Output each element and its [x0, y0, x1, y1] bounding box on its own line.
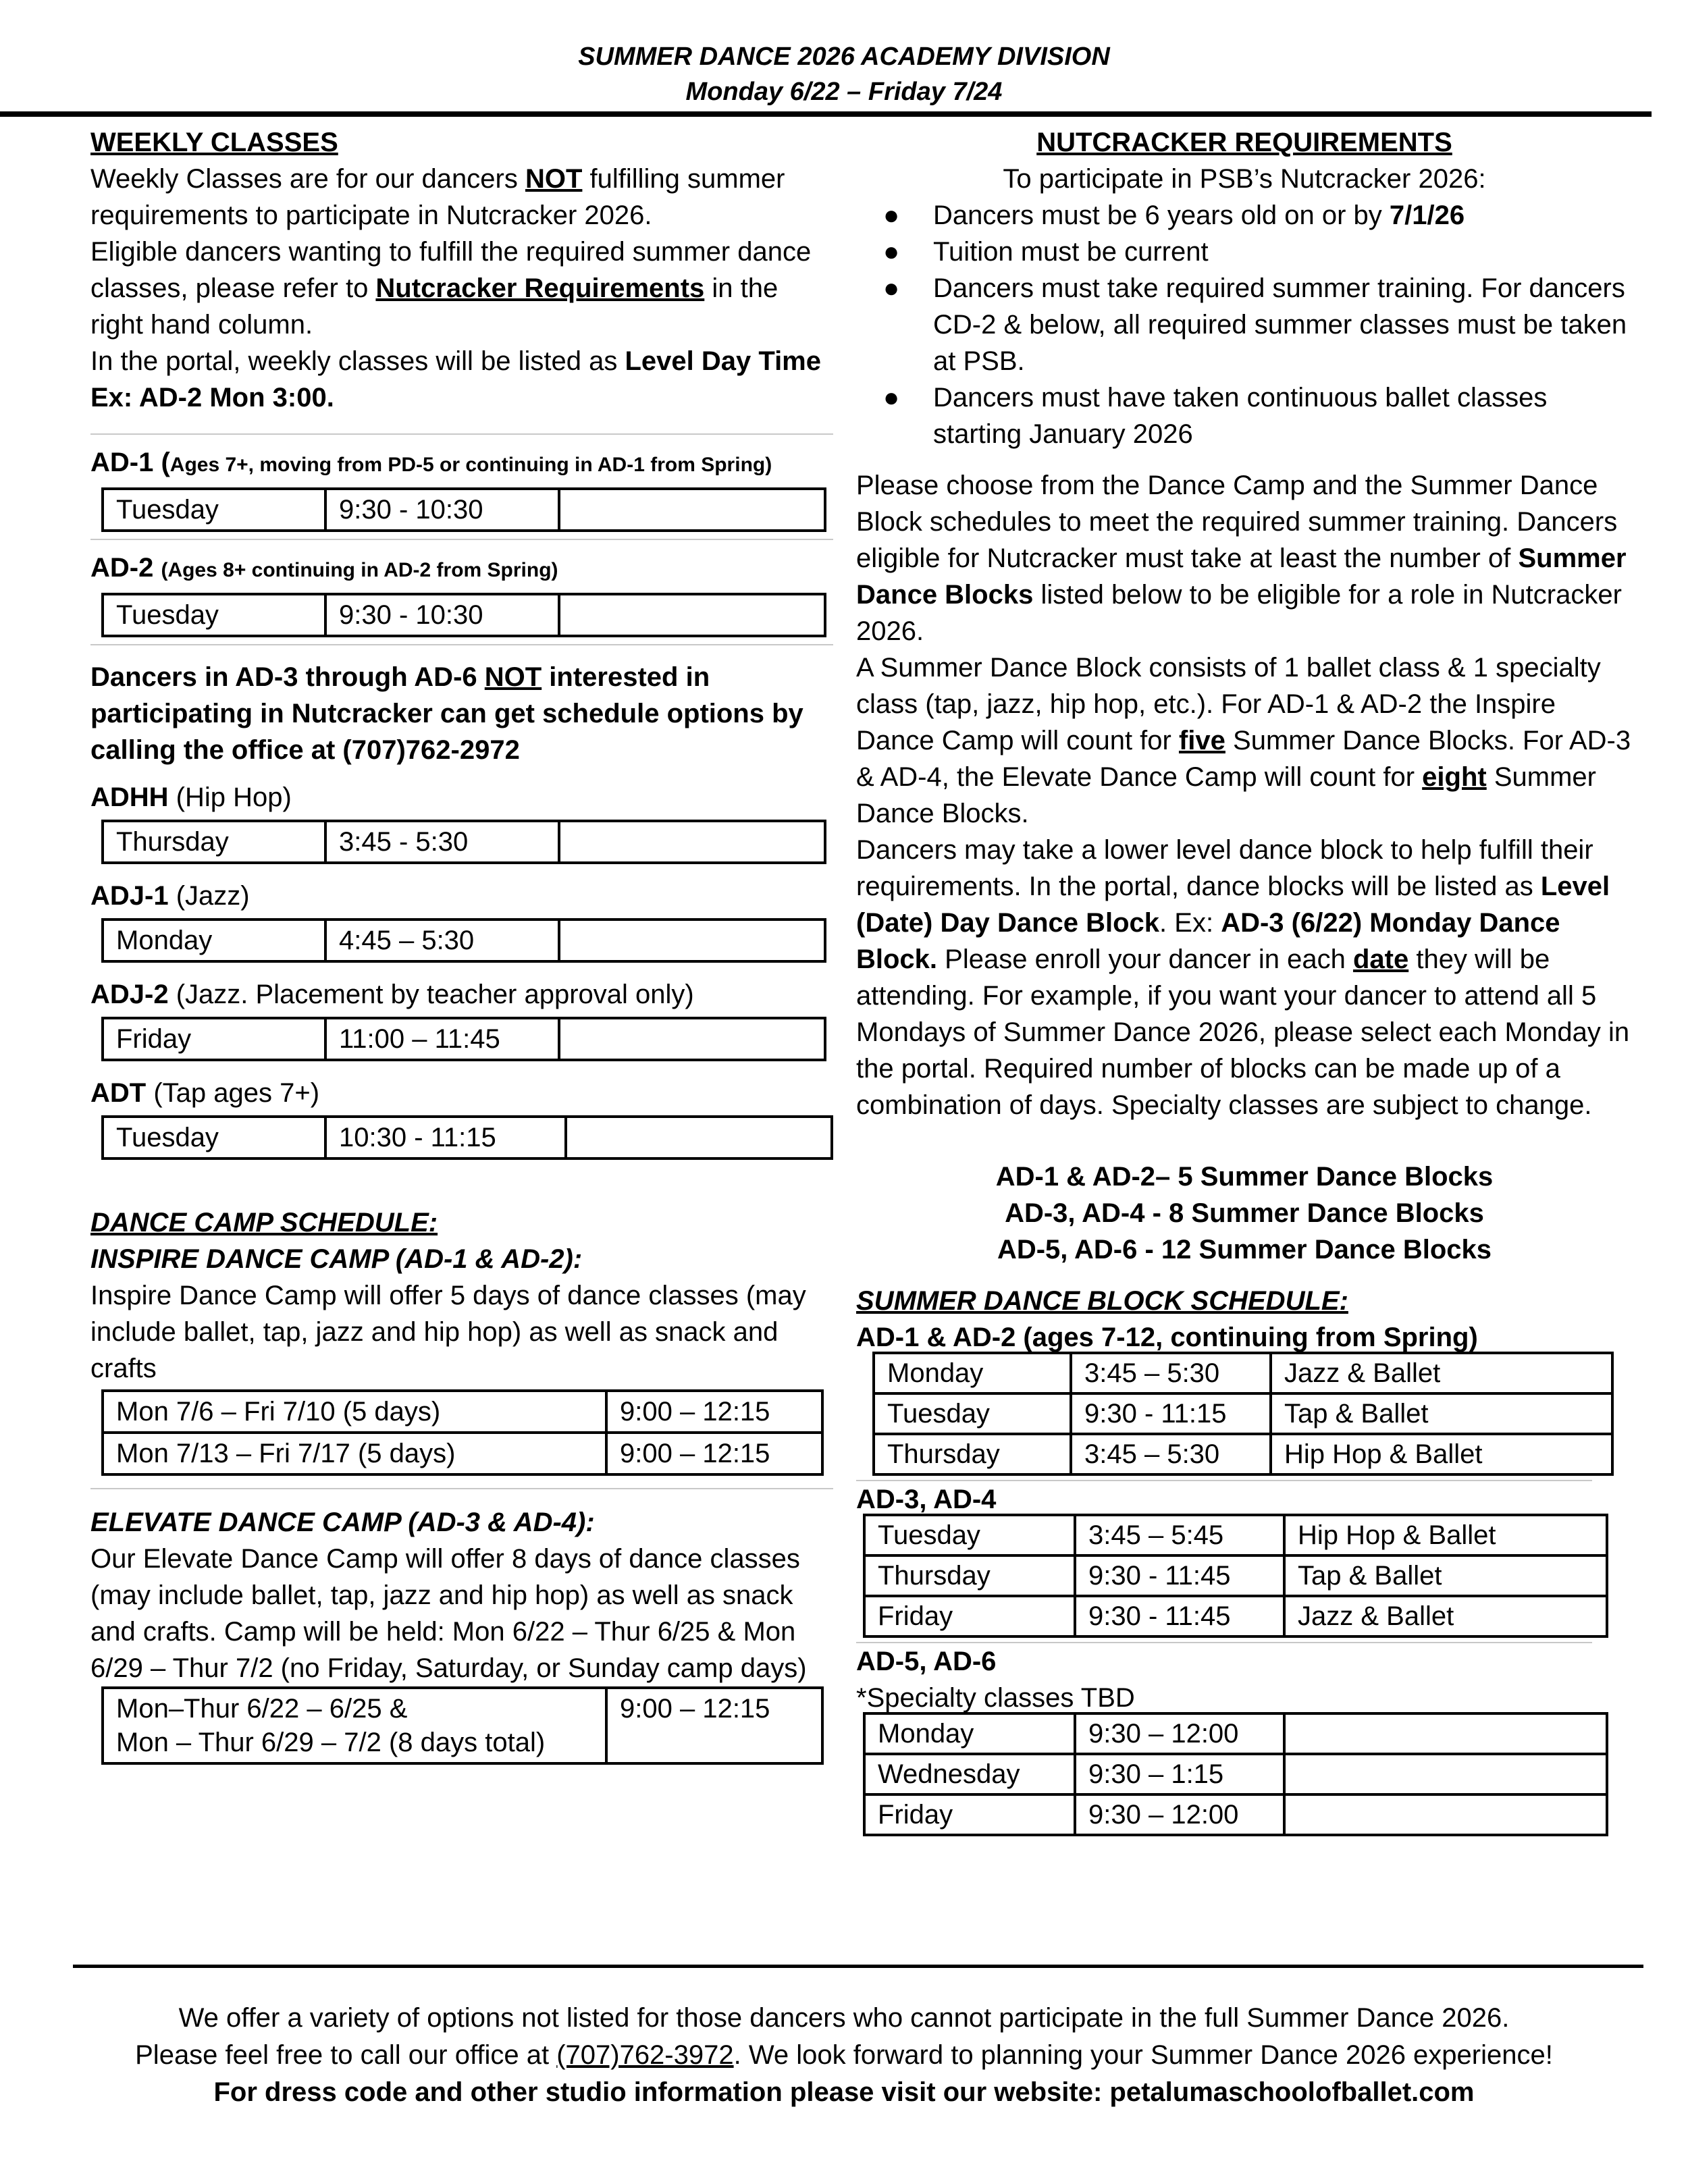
eight-term: eight — [1422, 762, 1487, 792]
class-cell: Tap & Ballet — [1284, 1555, 1607, 1596]
day-cell: Friday — [864, 1596, 1075, 1636]
block-table-ad1-ad2 — [872, 1352, 1614, 1476]
lower-level-text: Dancers may take a lower level dance block to help fulfill their requirements. In the portal, dance blocks will be listed as — [856, 835, 1593, 901]
class-cell: Tap & Ballet — [1271, 1393, 1612, 1434]
table-row — [864, 1596, 1607, 1636]
day-cell: Tuesday — [103, 1117, 325, 1158]
empty-cell — [566, 1117, 832, 1158]
camp-dates-cell — [103, 1688, 606, 1763]
time-cell: 9:30 - 10:30 — [325, 489, 559, 531]
left-column — [90, 124, 833, 1765]
table-row — [103, 1018, 825, 1060]
camp-dates-cell: Mon 7/13 – Fri 7/17 (5 days) — [103, 1433, 606, 1474]
table-row — [103, 920, 825, 961]
time-cell: 9:30 – 12:00 — [1075, 1794, 1284, 1835]
footer-call-text: Please feel free to call our office at — [135, 2040, 557, 2070]
empty-cell — [559, 1018, 825, 1060]
ad1-label — [90, 444, 833, 483]
level-format-term: Level (Date) Day Dance Block — [856, 872, 1610, 938]
adj2-level: ADJ-2 — [90, 980, 169, 1009]
weekly-portal-paragraph — [90, 343, 833, 416]
block-schedule-heading: SUMMER DANCE BLOCK SCHEDULE: — [856, 1286, 1348, 1316]
adt-label — [90, 1075, 833, 1111]
empty-cell — [559, 489, 825, 531]
ad1-level: AD-1 ( — [90, 448, 170, 477]
req-age-text: Dancers must be 6 years old on or by — [933, 201, 1390, 230]
right-column — [856, 124, 1633, 1836]
weekly-p3-example: Level Day Time Ex: AD-2 Mon 3:00. — [90, 346, 821, 412]
camp-dates-cell: Mon 7/6 – Fri 7/10 (5 days) — [103, 1391, 606, 1433]
list-item — [883, 234, 1633, 270]
required-blocks-ad3-ad4: AD-3, AD-4 - 8 Summer Dance Blocks — [1005, 1198, 1484, 1228]
time-cell: 10:30 - 11:15 — [325, 1117, 566, 1158]
inspire-camp-description: Inspire Dance Camp will offer 5 days of dance classes (may include ballet, tap, jazz and hip hop) as well as snack and crafts — [90, 1281, 806, 1383]
elevate-camp-table — [101, 1686, 824, 1765]
bottom-divider — [73, 1965, 1643, 1968]
bullet-icon: ● — [883, 201, 900, 230]
time-cell: 3:45 – 5:30 — [1071, 1353, 1271, 1393]
block-table-ad5-ad6 — [863, 1712, 1608, 1836]
block-group-ad1-ad2-label: AD-1 & AD-2 (ages 7-12, continuing from Spring) — [856, 1323, 1478, 1352]
block-def-mid: Summer Dance Blocks. For AD-3 & AD-4, the Elevate Dance Camp will count for — [856, 726, 1631, 792]
time-cell: 9:30 - 11:45 — [1075, 1596, 1284, 1636]
adt-level: ADT — [90, 1078, 147, 1108]
adhh-note: (Hip Hop) — [168, 782, 292, 812]
weekly-p1-text: Weekly Classes are for our dancers — [90, 164, 525, 194]
table-row — [103, 1433, 822, 1474]
inspire-camp-heading: INSPIRE DANCE CAMP (AD-1 & AD-2): — [90, 1244, 583, 1274]
table-row — [864, 1713, 1607, 1754]
time-cell: 4:45 – 5:30 — [325, 920, 559, 961]
page-title: SUMMER DANCE 2026 ACADEMY DIVISION — [578, 43, 1110, 71]
block-group-ad3-ad4-label: AD-3, AD-4 — [856, 1485, 997, 1514]
time-cell: 3:45 – 5:30 — [1071, 1434, 1271, 1474]
class-cell — [1284, 1754, 1607, 1794]
time-cell: 3:45 - 5:30 — [325, 821, 559, 863]
day-cell: Tuesday — [103, 594, 325, 636]
camp-time-cell: 9:00 – 12:15 — [606, 1433, 822, 1474]
req-training-text: Dancers must take required summer training. For dancers CD-2 & below, all required summer classes must be taken at PSB. — [933, 273, 1627, 376]
req-age-date: 7/1/26 — [1389, 201, 1465, 230]
class-cell: Jazz & Ballet — [1271, 1353, 1612, 1393]
ad2-label — [90, 550, 833, 589]
notice-not: NOT — [484, 662, 542, 692]
office-phone-link[interactable]: (707)762-3972 — [556, 2040, 734, 2070]
adj2-note: (Jazz. Placement by teacher approval only) — [168, 980, 694, 1009]
table-row — [874, 1434, 1612, 1474]
req-continuous-text: Dancers must have taken continuous ballet classes starting January 2026 — [933, 383, 1548, 449]
adj1-label — [90, 878, 833, 914]
time-cell: 9:30 – 1:15 — [1075, 1754, 1284, 1794]
date-term: date — [1352, 944, 1409, 974]
time-cell: 9:30 - 10:30 — [325, 594, 559, 636]
block-def-rest: Summer Dance Blocks. — [856, 762, 1596, 828]
ad2-table — [101, 593, 826, 637]
adhh-level: ADHH — [90, 782, 169, 812]
enroll-text: Please enroll your dancer in each — [937, 944, 1353, 974]
specialty-note: *Specialty classes TBD — [856, 1683, 1135, 1713]
camp-time-cell: 9:00 – 12:15 — [606, 1688, 822, 1763]
time-cell: 9:30 - 11:15 — [1071, 1393, 1271, 1434]
lower-level-rest: they will be attending. For example, if you want your dancer to attend all 5 Mondays of Summer Dance 2026, please select each Monday in the portal. Required number of blocks can be made up of a combination of days. Specialty classes are subject to change. — [856, 944, 1630, 1120]
dance-block-definition-paragraph — [856, 649, 1633, 832]
camp-dates-line: Mon – Thur 6/29 – 7/2 (8 days total) — [116, 1728, 546, 1757]
section-divider — [90, 539, 833, 540]
class-cell — [1284, 1713, 1607, 1754]
required-blocks-ad5-ad6: AD-5, AD-6 - 12 Summer Dance Blocks — [997, 1235, 1492, 1264]
day-cell: Monday — [864, 1713, 1075, 1754]
empty-cell — [559, 920, 825, 961]
adj1-note: (Jazz) — [168, 881, 250, 911]
camp-dates-line: Mon–Thur 6/22 – 6/25 & — [116, 1694, 408, 1724]
weekly-classes-heading: WEEKLY CLASSES — [90, 128, 338, 157]
ad3-ad6-notice — [90, 659, 833, 768]
day-cell: Wednesday — [864, 1754, 1075, 1794]
notice-rest: interested in participating in Nutcracker can get schedule options by calling the office at (707)762-2972 — [90, 662, 803, 765]
ad1-table — [101, 487, 826, 532]
bullet-icon: ● — [883, 237, 900, 267]
req-tuition-text: Tuition must be current — [933, 237, 1209, 267]
table-row — [103, 1688, 822, 1763]
nutcracker-requirements-ref: Nutcracker Requirements — [375, 273, 705, 303]
day-cell: Monday — [874, 1353, 1071, 1393]
table-row — [864, 1794, 1607, 1835]
day-cell: Tuesday — [864, 1515, 1075, 1555]
time-cell: 9:30 - 11:45 — [1075, 1555, 1284, 1596]
five-term: five — [1178, 726, 1225, 755]
inspire-camp-table — [101, 1389, 824, 1476]
footer — [0, 2000, 1688, 2111]
empty-cell — [559, 594, 825, 636]
table-row — [874, 1393, 1612, 1434]
weekly-p2-text: Eligible dancers wanting to fulfill the required summer dance classes, please refer to — [90, 237, 812, 303]
ad2-note: (Ages 8+ continuing in AD-2 from Spring) — [161, 559, 558, 581]
footer-line-website: For dress code and other studio information please visit our website: petalumaschoolofballet.com — [213, 2077, 1475, 2107]
weekly-p1-rest: fulfilling summer requirements to participate in Nutcracker 2026. — [90, 164, 785, 230]
table-row — [103, 489, 825, 531]
section-divider — [90, 1488, 833, 1489]
time-cell: 3:45 – 5:45 — [1075, 1515, 1284, 1555]
footer-line-options: We offer a variety of options not listed for those dancers who cannot participate in the full Summer Dance 2026. — [178, 2003, 1510, 2033]
class-cell: Jazz & Ballet — [1284, 1596, 1607, 1636]
list-item — [883, 270, 1633, 379]
block-group-ad5-ad6-label: AD-5, AD-6 — [856, 1647, 997, 1676]
table-row — [864, 1555, 1607, 1596]
adj2-label — [90, 976, 833, 1013]
adj2-table — [101, 1017, 826, 1061]
footer-line-call — [0, 2037, 1688, 2074]
time-cell: 11:00 – 11:45 — [325, 1018, 559, 1060]
class-cell: Hip Hop & Ballet — [1271, 1434, 1612, 1474]
nutcracker-intro: To participate in PSB’s Nutcracker 2026: — [1003, 164, 1486, 194]
bullet-icon: ● — [883, 273, 900, 303]
example-prefix: . Ex: — [1159, 908, 1221, 938]
page-header — [0, 39, 1688, 109]
day-cell: Tuesday — [103, 489, 325, 531]
adj1-table — [101, 918, 826, 963]
required-blocks-summary — [856, 1158, 1633, 1268]
choose-rest: listed below to be eligible for a role in Nutcracker 2026. — [856, 580, 1622, 646]
section-divider — [90, 644, 833, 645]
weekly-p1-not: NOT — [525, 164, 583, 194]
class-cell — [1284, 1794, 1607, 1835]
block-def-text: A Summer Dance Block consists of 1 ballet class & 1 specialty class (tap, jazz, hip hop, etc.). For AD-1 & AD-2 the Inspire Dance Camp will count for — [856, 653, 1601, 755]
adt-note: (Tap ages 7+) — [146, 1078, 320, 1108]
adhh-table — [101, 820, 826, 864]
list-item — [883, 379, 1633, 452]
choose-schedule-paragraph — [856, 467, 1633, 649]
weekly-p2-rest: in the right hand column. — [90, 273, 779, 340]
table-row — [864, 1515, 1607, 1555]
summer-dance-blocks-term: Summer Dance Blocks — [856, 543, 1627, 610]
time-cell: 9:30 – 12:00 — [1075, 1713, 1284, 1754]
top-divider — [0, 111, 1652, 117]
day-cell: Tuesday — [874, 1393, 1071, 1434]
table-row — [103, 1117, 832, 1158]
day-cell: Thursday — [874, 1434, 1071, 1474]
list-item — [883, 197, 1633, 234]
table-row — [103, 821, 825, 863]
required-blocks-ad1-ad2: AD-1 & AD-2– 5 Summer Dance Blocks — [995, 1162, 1494, 1192]
block-table-ad3-ad4 — [863, 1514, 1608, 1638]
adj1-level: ADJ-1 — [90, 881, 169, 911]
ad1-note: Ages 7+, moving from PD-5 or continuing in AD-1 from Spring) — [169, 454, 772, 476]
empty-cell — [559, 821, 825, 863]
dance-camp-heading: DANCE CAMP SCHEDULE: — [90, 1208, 438, 1237]
footer-call-rest: . We look forward to planning your Summer Dance 2026 experience! — [733, 2040, 1553, 2070]
choose-text: Please choose from the Dance Camp and the Summer Dance Block schedules to meet the required summer training. Dancers eligible for Nutcracker must take at least the number of — [856, 471, 1618, 573]
section-divider — [90, 433, 833, 435]
requirements-list — [883, 197, 1633, 452]
page-dates: Monday 6/22 – Friday 7/24 — [685, 78, 1003, 106]
ad2-level: AD-2 — [90, 553, 161, 583]
nutcracker-heading: NUTCRACKER REQUIREMENTS — [1036, 128, 1452, 157]
table-row — [874, 1353, 1612, 1393]
bullet-icon: ● — [883, 383, 900, 412]
table-row — [103, 1391, 822, 1433]
class-cell: Hip Hop & Ballet — [1284, 1515, 1607, 1555]
day-cell: Friday — [103, 1018, 325, 1060]
example-term: AD-3 (6/22) Monday Dance Block. — [856, 908, 1560, 974]
day-cell: Thursday — [103, 821, 325, 863]
lower-level-paragraph — [856, 832, 1633, 1123]
notice-text: Dancers in AD-3 through AD-6 — [90, 662, 485, 692]
camp-time-cell: 9:00 – 12:15 — [606, 1391, 822, 1433]
adhh-label — [90, 779, 833, 816]
day-cell: Friday — [864, 1794, 1075, 1835]
table-row — [103, 594, 825, 636]
weekly-intro-paragraph — [90, 161, 833, 234]
elevate-camp-heading: ELEVATE DANCE CAMP (AD-3 & AD-4): — [90, 1508, 595, 1537]
weekly-p3-text: In the portal, weekly classes will be listed as — [90, 346, 625, 376]
weekly-refer-paragraph — [90, 234, 833, 343]
day-cell: Monday — [103, 920, 325, 961]
day-cell: Thursday — [864, 1555, 1075, 1596]
table-row — [864, 1754, 1607, 1794]
adt-table — [101, 1115, 833, 1160]
elevate-camp-description: Our Elevate Dance Camp will offer 8 days of dance classes (may include ballet, tap, jazz and hip hop) as well as snack and crafts. Camp will be held: Mon 6/22 – Thur 6/25 & Mon 6/29 – Thur 7/2 (no Friday, Saturday, or Sunday camp days) — [90, 1544, 807, 1683]
